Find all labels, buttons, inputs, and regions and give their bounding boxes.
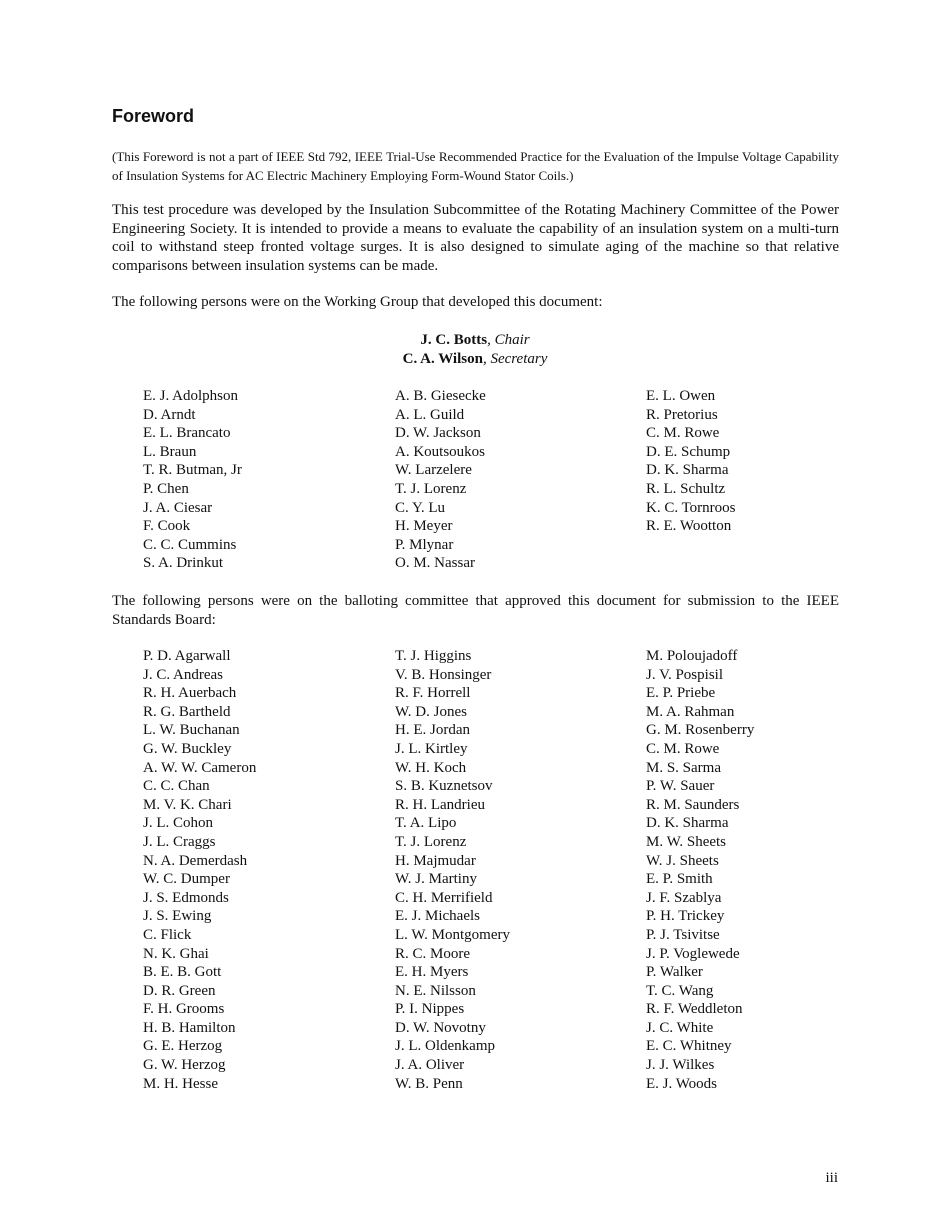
working-group-member: D. K. Sharma — [646, 462, 729, 479]
balloting-member: T. C. Wang — [646, 982, 714, 999]
chair-line — [0, 331, 950, 350]
balloting-member: E. J. Woods — [646, 1075, 718, 1092]
balloting-member: E. H. Myers — [395, 964, 469, 981]
balloting-member: R. F. Horrell — [395, 685, 471, 702]
balloting-member: J. S. Ewing — [143, 908, 212, 925]
balloting-member: W. C. Dumper — [143, 871, 230, 888]
working-group-member: D. E. Schump — [646, 443, 731, 460]
balloting-member: M. H. Hesse — [143, 1075, 218, 1092]
balloting-member: G. W. Buckley — [143, 740, 232, 757]
balloting-member: W. B. Penn — [395, 1075, 463, 1092]
balloting-member: B. E. B. Gott — [143, 964, 222, 981]
balloting-member: H. Majmudar — [395, 852, 476, 869]
balloting-member: N. K. Ghai — [143, 945, 209, 962]
working-group-member: A. L. Guild — [395, 406, 465, 423]
balloting-column — [395, 647, 510, 1093]
balloting-member: L. W. Buchanan — [143, 722, 240, 739]
balloting-member: M. A. Rahman — [646, 703, 735, 720]
balloting-member: J. A. Oliver — [395, 1057, 465, 1074]
balloting-member: J. J. Wilkes — [646, 1057, 715, 1074]
working-group-member: D. Arndt — [143, 406, 196, 423]
secretary-line — [0, 350, 950, 369]
balloting-member: H. E. Jordan — [395, 722, 470, 739]
balloting-member: D. R. Green — [143, 982, 216, 999]
working-group-member: R. E. Wootton — [646, 518, 732, 535]
balloting-intro: The following persons were on the balloting committee that approved this document for submission to the IEEE Standards Board: — [112, 593, 839, 628]
working-group-member: W. Larzelere — [395, 462, 472, 479]
working-group-member: O. M. Nassar — [395, 555, 475, 572]
balloting-member: A. W. W. Cameron — [143, 759, 257, 776]
balloting-member: J. C. Andreas — [143, 666, 223, 683]
working-group-member: C. C. Cummins — [143, 536, 237, 553]
balloting-member: J. L. Cohon — [143, 815, 214, 832]
chair-role: , Chair — [487, 332, 530, 348]
secretary-role: , Secretary — [482, 350, 548, 367]
balloting-member: W. J. Sheets — [646, 852, 719, 869]
working-group-member: L. Braun — [143, 443, 197, 460]
balloting-member: G. W. Herzog — [143, 1057, 226, 1074]
working-group-member: S. A. Drinkut — [143, 555, 224, 572]
balloting-member: W. D. Jones — [395, 703, 467, 720]
balloting-member: P. W. Sauer — [646, 778, 715, 795]
balloting-member: L. W. Montgomery — [395, 926, 510, 943]
balloting-member: P. Walker — [646, 964, 703, 981]
balloting-member: T. J. Lorenz — [395, 833, 467, 850]
balloting-member: W. H. Koch — [395, 759, 467, 776]
balloting-member: R. H. Auerbach — [143, 685, 237, 702]
balloting-member: J. S. Edmonds — [143, 889, 229, 906]
balloting-member: J. V. Pospisil — [646, 666, 723, 683]
balloting-member: E. P. Priebe — [646, 685, 716, 702]
balloting-member: F. H. Grooms — [143, 1001, 225, 1018]
balloting-member: E. J. Michaels — [395, 908, 480, 925]
working-group-member: C. Y. Lu — [395, 499, 446, 516]
balloting-member: P. H. Trickey — [646, 908, 725, 925]
balloting-member: T. J. Higgins — [395, 648, 472, 664]
working-group-member: F. Cook — [143, 518, 191, 535]
officers-block — [0, 331, 950, 368]
balloting-member: G. E. Herzog — [143, 1038, 223, 1055]
working-group-member: P. Chen — [143, 480, 189, 497]
balloting-member: T. A. Lipo — [395, 815, 457, 832]
balloting-column — [143, 647, 256, 1093]
working-group-intro: The following persons were on the Working Group that developed this document: — [112, 294, 603, 310]
working-group-member: J. A. Ciesar — [143, 499, 213, 516]
intro-paragraph: This test procedure was developed by the Insulation Subcommittee of the Rotating Machinery Committee of the Power Engineering Society. It is intended to provide a means to evaluate the capability of an insulation system on a multi-turn coil to withstand steep fronted voltage surges. It is also designed to simulate aging of the machine so that relative comparisons between insulation systems can be made. — [112, 202, 839, 274]
balloting-member: V. B. Honsinger — [395, 666, 492, 683]
working-group-member: A. B. Giesecke — [395, 388, 486, 404]
balloting-member: C. Flick — [143, 926, 192, 943]
working-group-member: E. L. Owen — [646, 388, 716, 404]
balloting-member: C. C. Chan — [143, 778, 210, 795]
balloting-member: J. L. Oldenkamp — [395, 1038, 495, 1055]
working-group-member: A. Koutsoukos — [395, 443, 486, 460]
balloting-member: M. W. Sheets — [646, 833, 727, 850]
working-group-member: T. R. Butman, Jr — [143, 462, 242, 479]
balloting-member: R. G. Bartheld — [143, 703, 231, 720]
balloting-member: W. J. Martiny — [395, 871, 477, 888]
balloting-member: R. H. Landrieu — [395, 796, 485, 813]
balloting-member: M. S. Sarma — [646, 759, 721, 776]
balloting-member: G. M. Rosenberry — [646, 722, 755, 739]
balloting-member: D. K. Sharma — [646, 815, 729, 832]
working-group-member: K. C. Tornroos — [646, 499, 736, 516]
working-group-member: D. W. Jackson — [395, 425, 481, 442]
balloting-member: N. E. Nilsson — [395, 982, 476, 999]
balloting-member: N. A. Demerdash — [143, 852, 248, 869]
balloting-member: M. V. K. Chari — [143, 796, 232, 813]
balloting-member: C. H. Merrifield — [395, 889, 493, 906]
balloting-member: J. F. Szablya — [646, 889, 722, 906]
page-number: iii — [825, 1170, 838, 1186]
working-group-member: C. M. Rowe — [646, 425, 720, 442]
page-title: Foreword — [112, 106, 195, 126]
balloting-member: M. Poloujadoff — [646, 648, 738, 664]
working-group-member: E. L. Brancato — [143, 425, 231, 442]
chair-name: J. C. Botts — [420, 332, 488, 348]
working-group-member: E. J. Adolphson — [143, 388, 239, 404]
balloting-column — [646, 647, 754, 1093]
balloting-member: R. M. Saunders — [646, 796, 740, 813]
balloting-member: D. W. Novotny — [395, 1019, 486, 1036]
balloting-member: J. L. Kirtley — [395, 740, 468, 757]
balloting-member: H. B. Hamilton — [143, 1019, 236, 1036]
foreword-note: (This Foreword is not a part of IEEE Std 792, IEEE Trial-Use Recommended Practice for the Evaluation of the Impulse Voltage Capability of Insulation Systems for AC Electric Machinery Employing Form-Wound Stator Coils.) — [112, 149, 839, 183]
working-group-member: P. Mlynar — [395, 536, 454, 553]
working-group-column — [646, 387, 736, 536]
working-group-column — [395, 387, 486, 573]
balloting-member: P. I. Nippes — [395, 1001, 465, 1018]
balloting-member: P. D. Agarwall — [143, 648, 231, 664]
balloting-member: J. L. Craggs — [143, 833, 216, 850]
balloting-member: E. C. Whitney — [646, 1038, 732, 1055]
working-group-member: R. Pretorius — [646, 406, 718, 423]
balloting-member: E. P. Smith — [646, 871, 713, 888]
balloting-member: R. C. Moore — [395, 945, 470, 962]
balloting-member: C. M. Rowe — [646, 740, 720, 757]
working-group-member: T. J. Lorenz — [395, 480, 467, 497]
balloting-member: S. B. Kuznetsov — [395, 778, 493, 795]
balloting-member: R. F. Weddleton — [646, 1001, 743, 1018]
balloting-member: J. C. White — [646, 1019, 714, 1036]
secretary-name: C. A. Wilson — [402, 350, 483, 367]
working-group-column — [143, 387, 242, 573]
working-group-member: H. Meyer — [395, 518, 453, 535]
balloting-member: J. P. Voglewede — [646, 945, 740, 962]
working-group-member: R. L. Schultz — [646, 480, 726, 497]
balloting-member: P. J. Tsivitse — [646, 926, 720, 943]
